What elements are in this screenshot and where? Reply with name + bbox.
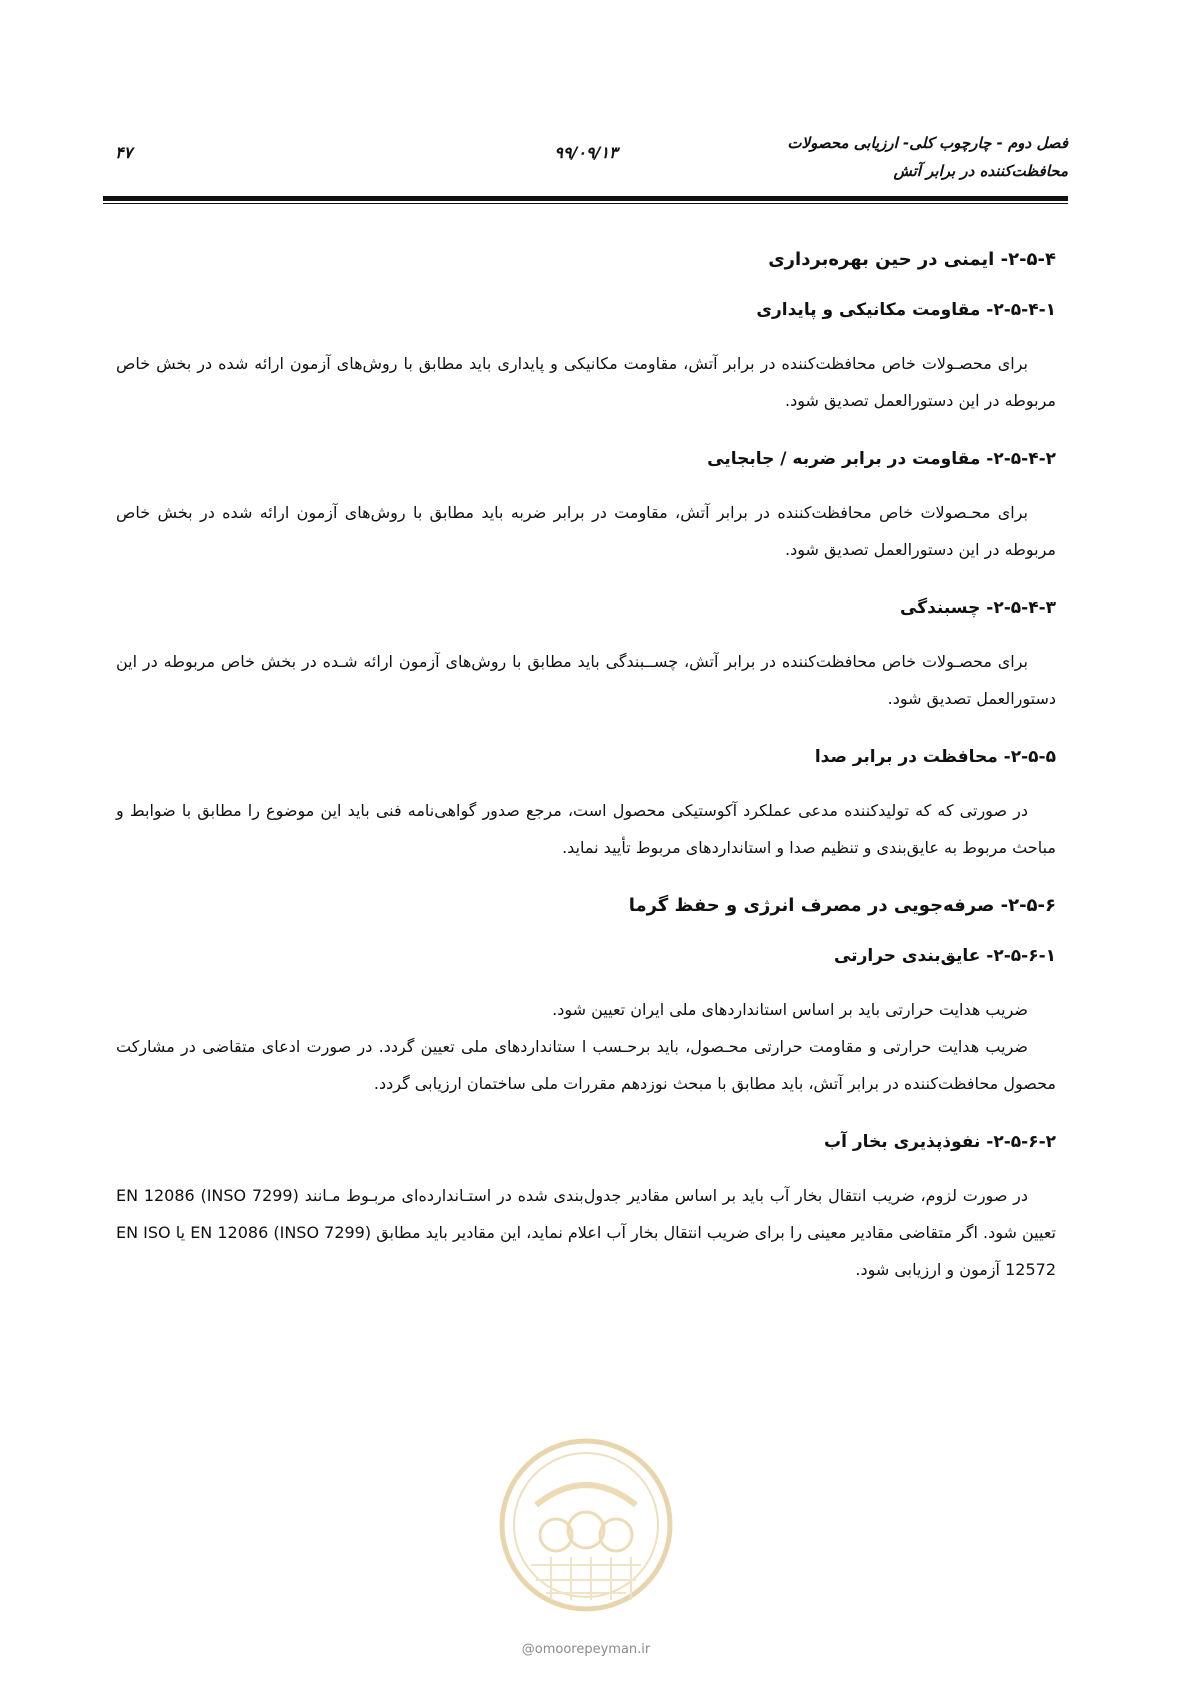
watermark-site: @omoorepeyman.ir: [521, 1642, 651, 1657]
paragraph-2-5-5: در صورتی که که تولیدکننده مدعی عملکرد آکوستیکی محصول است، مرجع صدور گواهی‌نامه فنی باید این موضوع را مطابق با ضوابط و مباحث مربوط به عایق‌بندی و تنظیم صدا و استانداردهای مربوط تأیید نماید.: [116, 801, 1056, 857]
watermark-seal-icon: [496, 1435, 676, 1615]
paragraph-2-5-6-2: در صورت لزوم، ضریب انتقال بخار آب باید بر اساس مقادیر جدول‌بندی شده در استـاندارده‌ای مربـوط مـانند EN 12086 (INSO 7299) تعیین شود. اگر متقاضی مقادیر معینی را برای ضریب انتقال بخار آب اعلام نماید، این مقادیر باید مطابق EN 12086 (INSO 7299) یا EN ISO 12572 آزمون و ارزیابی شود.: [116, 1186, 1057, 1279]
heading-2-5-6: ۲-۵-۶- صرفه‌جویی در مصرف انرژی و حفظ گرما: [628, 895, 1056, 916]
heading-2-5-4-1: ۲-۵-۴-۱- مقاومت مکانیکی و پایداری: [756, 300, 1056, 320]
heading-2-5-4-2: ۲-۵-۴-۲- مقاومت در برابر ضربه / جابجایی: [707, 449, 1056, 469]
chapter-title-line2: محافظت‌کننده در برابر آتش: [893, 162, 1068, 180]
heading-2-5-6-1: ۲-۵-۶-۱- عایق‌بندی حرارتی: [833, 946, 1056, 966]
paragraph-2-5-4-2: برای محـصولات خاص محافظت‌کننده در برابر آتش، مقاومت در برابر ضربه باید مطابق با روش‌های آزمون ارائه شده در بخش خاص مربوطه در این دستورالعمل تصدیق شود.: [116, 503, 1056, 559]
paragraph-2-5-4-1: برای محصـولات خاص محافظت‌کننده در برابر آتش، مقاومت مکانیکی و پایداری باید مطابق با روش‌های آزمون ارائه شده در بخش خاص مربوطه در این دستورالعمل تصدیق شود.: [116, 354, 1056, 410]
heading-2-5-4-3: ۲-۵-۴-۳- چسبندگی: [900, 598, 1056, 618]
paragraph-2-5-6-1b: ضریب هدایت حرارتی و مقاومت حرارتی محـصول، باید برحـسب ا ستانداردهای ملی تعیین گردد. در صورت ادعای متقاضی در مشارکت محصول محافظت‌کننده در برابر آتش، باید مطابق با مبحث نوزدهم مقررات ملی ساختمان ارزیابی گردد.: [116, 1037, 1056, 1093]
heading-2-5-6-2: ۲-۵-۶-۲- نفوذپذیری بخار آب: [824, 1132, 1056, 1152]
chapter-title: [787, 129, 1068, 185]
header-date: ۹۹/۰۹/۱۳: [554, 143, 618, 162]
paragraph-2-5-4-3: برای محصـولات خاص محافظت‌کننده در برابر آتش، چســبندگی باید مطابق با روش‌های آزمون ارائه شـده در بخش خاص مربوطه در این دستورالعمل تصدیق شود.: [116, 652, 1056, 708]
document-body: [116, 245, 1056, 1313]
heading-2-5-4: ۲-۵-۴- ایمنی در حین بهره‌برداری: [768, 249, 1056, 270]
page-number: ۴۷: [115, 143, 133, 162]
heading-2-5-5: ۲-۵-۵- محافظت در برابر صدا: [814, 747, 1056, 767]
paragraph-2-5-6-1a: ضریب هدایت حرارتی باید بر اساس استانداردهای ملی ایران تعیین شود.: [552, 1000, 1028, 1019]
header-rule-thin: [103, 203, 1068, 204]
chapter-title-line1: فصل دوم - چارچوب کلی- ارزیابی محصولات: [787, 134, 1068, 152]
header-rule-thick: [103, 196, 1068, 201]
page-header: [103, 125, 1068, 195]
